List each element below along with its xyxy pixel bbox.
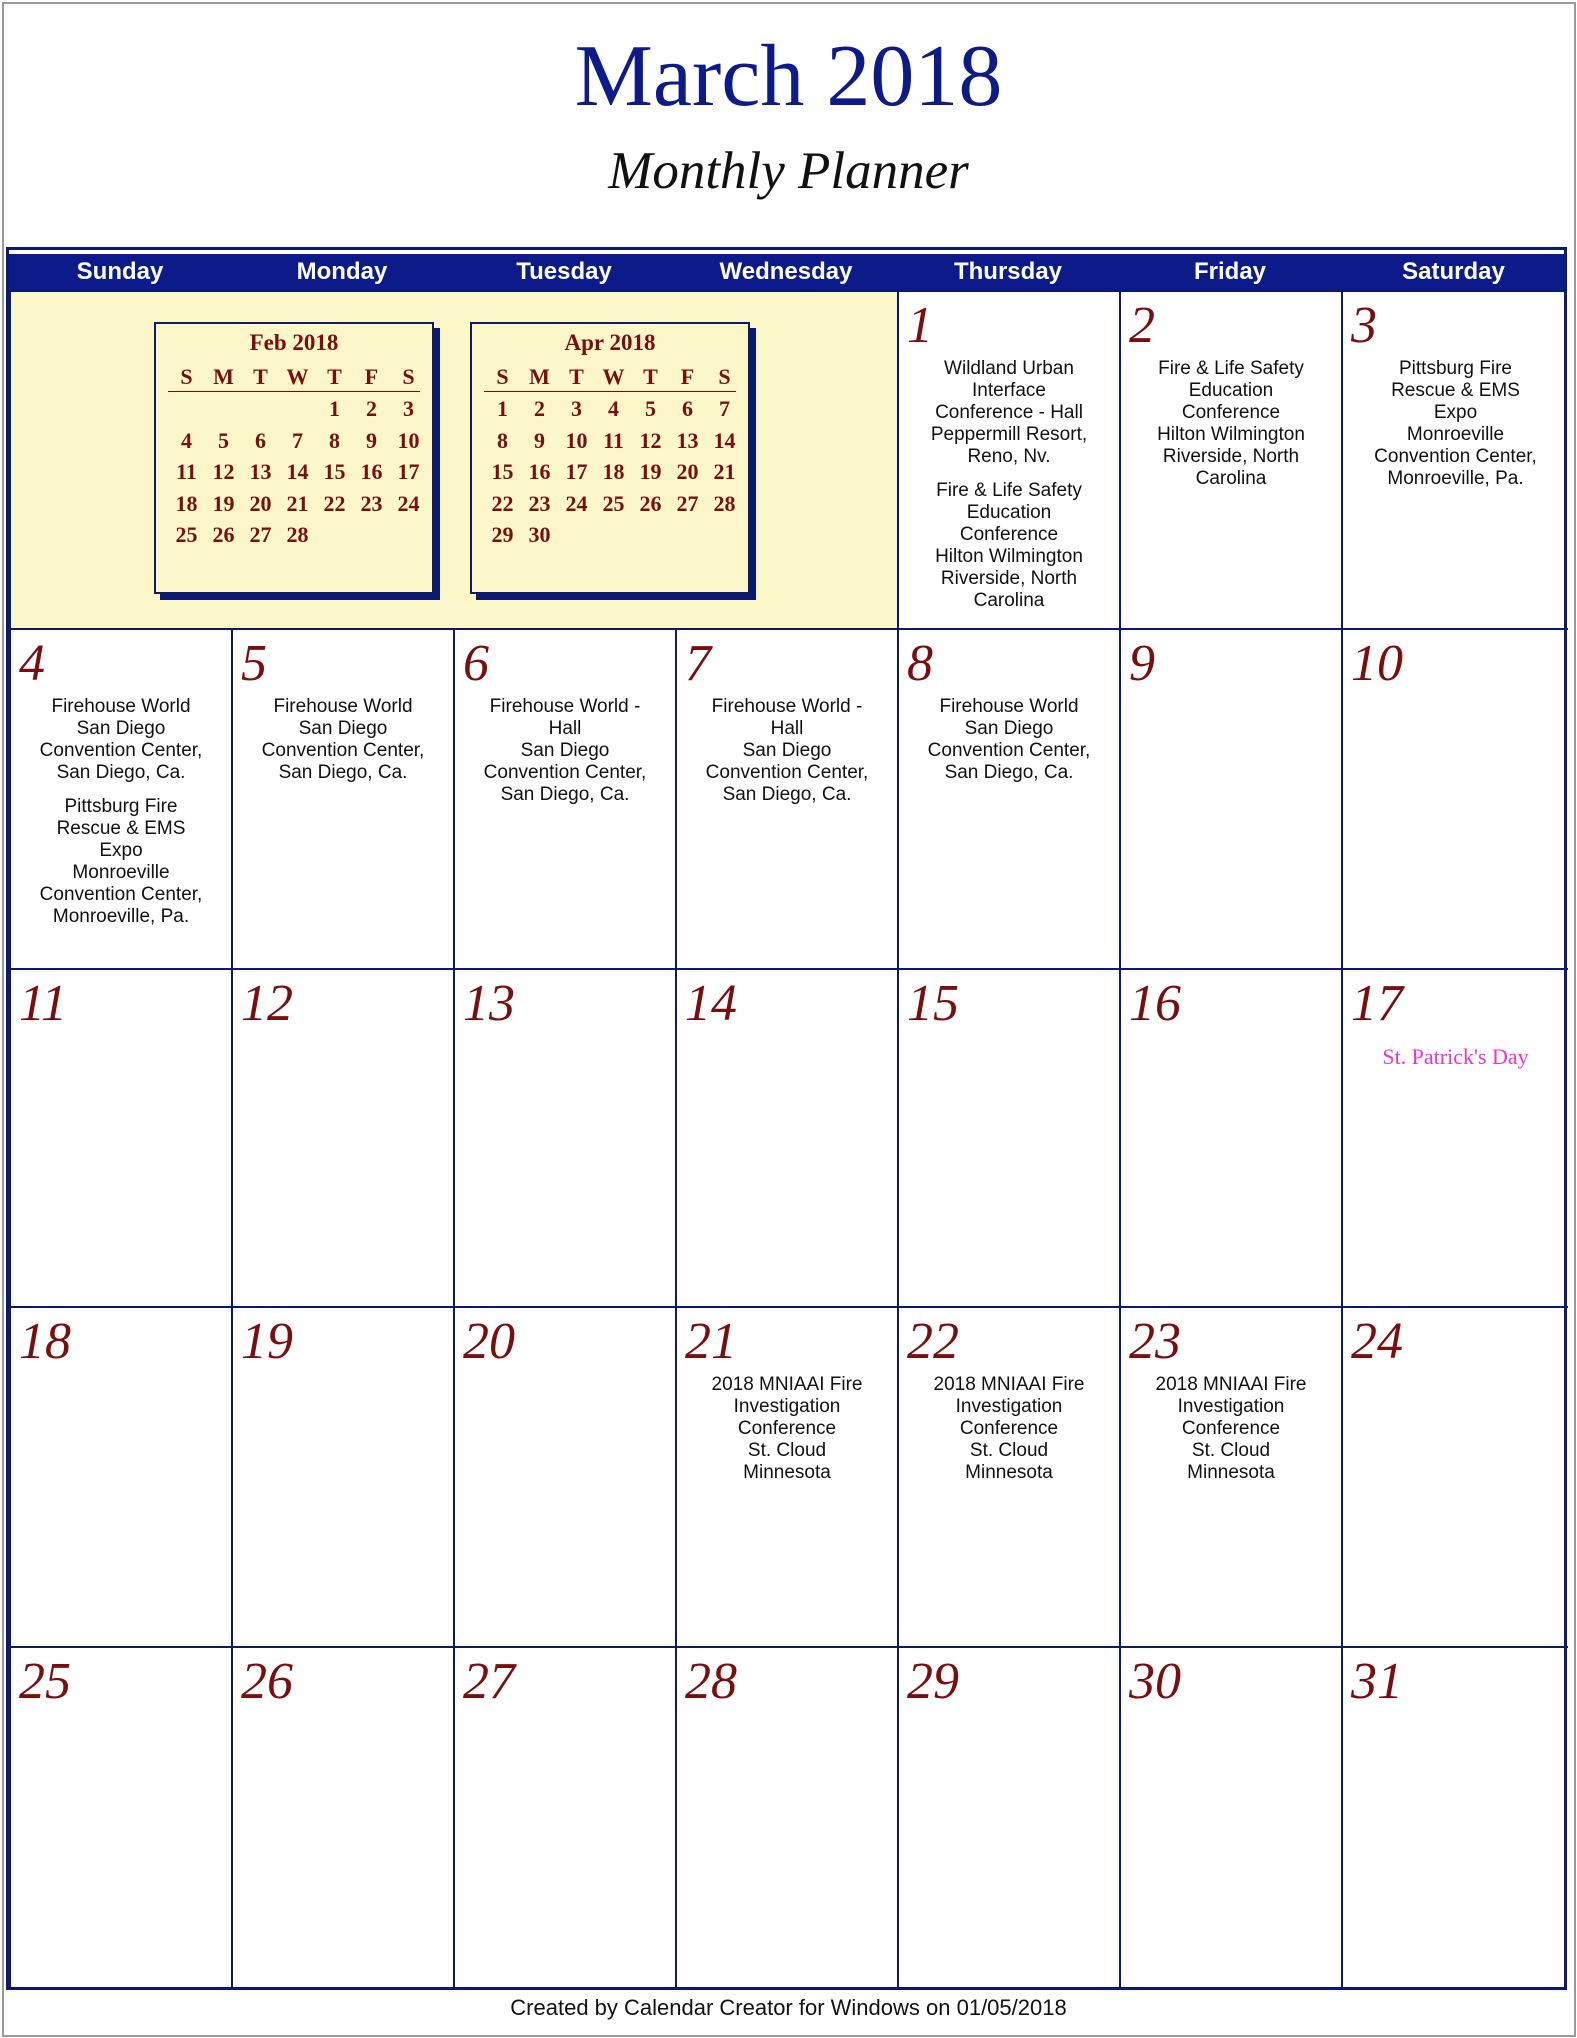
event-entry[interactable]: Firehouse World San Diego Convention Center, San Diego, Ca.: [39, 696, 203, 783]
event-list: [1125, 358, 1337, 502]
day-cell-21[interactable]: [677, 1308, 899, 1648]
day-cell-11[interactable]: [11, 970, 233, 1308]
day-cell-7[interactable]: [677, 630, 899, 970]
mini-day: 8: [329, 427, 340, 453]
mini-weekday-header: M: [529, 364, 550, 389]
day-number: 27: [463, 1653, 515, 1710]
mini-day: 19: [639, 459, 662, 484]
event-list: [1125, 1374, 1337, 1496]
day-number: 14: [685, 975, 737, 1032]
mini-weekday-header: M: [213, 364, 234, 389]
mini-day: 11: [603, 427, 624, 453]
event-entry[interactable]: Fire & Life Safety Education Conference Hilton Wilmington Riverside, North Carolina: [1157, 358, 1305, 489]
day-number: 28: [685, 1653, 737, 1710]
day-cell-20[interactable]: [455, 1308, 677, 1648]
day-number: 23: [1129, 1313, 1181, 1370]
event-entry[interactable]: Firehouse World - Hall San Diego Convention Center, San Diego, Ca.: [705, 696, 869, 805]
day-number: 10: [1351, 635, 1403, 692]
day-cell-28[interactable]: [677, 1648, 899, 1988]
mini-weekday-header: F: [680, 364, 695, 389]
mini-weekday-header: T: [643, 364, 658, 389]
calendar-grid: [9, 290, 1566, 1990]
day-number: 9: [1129, 635, 1155, 692]
event-list: [1347, 358, 1564, 502]
mini-day: 20: [676, 459, 699, 484]
event-entry[interactable]: 2018 MNIAAI Fire Investigation Conference St. Cloud Minnesota: [1155, 1374, 1307, 1483]
mini-day: 2: [366, 396, 377, 421]
day-cell-9[interactable]: [1121, 630, 1343, 970]
mini-weekday-header: S: [496, 364, 509, 389]
mini-day: 2: [534, 396, 545, 421]
day-cell-27[interactable]: [455, 1648, 677, 1988]
weekday-label-saturday: Saturday: [1402, 258, 1505, 285]
day-cell-3[interactable]: [1343, 292, 1568, 630]
mini-day: 24: [565, 490, 588, 516]
mini-weekday-header: F: [364, 364, 379, 389]
mini-day: 22: [491, 490, 514, 516]
day-number: 7: [685, 635, 711, 692]
day-cell-2[interactable]: [1121, 292, 1343, 630]
day-cell-26[interactable]: [233, 1648, 455, 1988]
mini-day: 30: [528, 522, 551, 547]
mini-day: 24: [397, 490, 420, 516]
event-entry[interactable]: Wildland Urban Interface Conference - Hall Peppermill Resort, Reno, Nv.: [930, 358, 1088, 467]
event-entry[interactable]: Pittsburg Fire Rescue & EMS Expo Monroeville Convention Center, Monroeville, Pa.: [1374, 358, 1537, 489]
day-number: 20: [463, 1313, 515, 1370]
mini-day: 7: [719, 396, 730, 421]
day-cell-22[interactable]: [899, 1308, 1121, 1648]
mini-day: 28: [286, 522, 309, 547]
mini-day: 26: [639, 490, 662, 516]
day-cell-8[interactable]: [899, 630, 1121, 970]
day-cell-29[interactable]: [899, 1648, 1121, 1988]
mini-weekday-header: T: [569, 364, 584, 389]
mini-day: 15: [491, 459, 514, 484]
day-number: 30: [1129, 1653, 1181, 1710]
event-list: [903, 358, 1115, 624]
day-number: 19: [241, 1313, 293, 1370]
event-entry[interactable]: Firehouse World San Diego Convention Center, San Diego, Ca.: [261, 696, 425, 783]
mini-day: 6: [255, 427, 266, 453]
weekday-label-wednesday: Wednesday: [719, 258, 853, 285]
event-list: [681, 696, 893, 818]
mini-day: 16: [360, 459, 383, 484]
mini-day: 18: [175, 490, 198, 516]
mini-weekday-header: S: [180, 364, 193, 389]
mini-day: 10: [397, 427, 420, 453]
day-cell-17[interactable]: [1343, 970, 1568, 1308]
event-entry[interactable]: Firehouse World - Hall San Diego Convention Center, San Diego, Ca.: [483, 696, 647, 805]
mini-day: 13: [249, 459, 272, 484]
day-cell-18[interactable]: [11, 1308, 233, 1648]
mini-weekday-header: S: [718, 364, 731, 389]
mini-day: 5: [218, 427, 229, 453]
day-number: 5: [241, 635, 267, 692]
event-entry[interactable]: 2018 MNIAAI Fire Investigation Conference St. Cloud Minnesota: [933, 1374, 1085, 1483]
event-entry[interactable]: 2018 MNIAAI Fire Investigation Conference St. Cloud Minnesota: [711, 1374, 863, 1483]
mini-day: 19: [212, 490, 235, 516]
weekday-header: [9, 254, 1566, 290]
mini-day: 18: [602, 459, 625, 484]
mini-day: 4: [608, 396, 619, 421]
mini-weekday-header: S: [402, 364, 415, 389]
mini-day: 7: [292, 427, 303, 453]
mini-calendars-area: [11, 292, 899, 630]
day-number: 8: [907, 635, 933, 692]
event-list: [15, 696, 227, 940]
mini-weekday-header: T: [327, 364, 342, 389]
mini-day: 25: [175, 522, 198, 547]
mini-day: 21: [286, 490, 309, 516]
day-number: 1: [907, 297, 933, 354]
day-number: 29: [907, 1653, 959, 1710]
mini-day: 27: [676, 490, 699, 516]
weekday-label-monday: Monday: [296, 258, 388, 285]
day-number: 26: [241, 1653, 293, 1710]
day-number: 22: [907, 1313, 959, 1370]
event-list: [237, 696, 449, 796]
mini-day: 29: [491, 522, 514, 547]
mini-weekday-header: T: [253, 364, 268, 389]
holiday-label: St. Patrick's Day: [1382, 1044, 1529, 1069]
day-cell-13[interactable]: [455, 970, 677, 1308]
mini-day: 27: [249, 522, 272, 547]
day-number: 2: [1129, 297, 1155, 354]
day-number: 15: [907, 975, 959, 1032]
mini-day: 17: [565, 459, 588, 484]
event-entry[interactable]: Pittsburg Fire Rescue & EMS Expo Monroeville Convention Center, Monroeville, Pa.: [39, 796, 203, 927]
day-cell-31[interactable]: [1343, 1648, 1568, 1988]
mini-day: 4: [181, 427, 192, 453]
weekday-label-friday: Friday: [1193, 258, 1267, 285]
day-cell-6[interactable]: [455, 630, 677, 970]
event-list: [459, 696, 671, 818]
event-list: [903, 696, 1115, 796]
mini-calendar: [470, 322, 750, 594]
mini-day: 13: [676, 427, 699, 453]
day-number: 31: [1351, 1653, 1403, 1710]
day-cell-25[interactable]: [11, 1648, 233, 1988]
mini-calendar-title: Feb 2018: [249, 330, 339, 355]
day-cell-19[interactable]: [233, 1308, 455, 1648]
mini-day: 3: [571, 396, 582, 421]
weekday-label-tuesday: Tuesday: [516, 258, 612, 285]
mini-day: 6: [682, 396, 693, 421]
day-cell-10[interactable]: [1343, 630, 1568, 970]
mini-day: 9: [534, 427, 545, 453]
day-number: 4: [19, 635, 45, 692]
event-entry[interactable]: Fire & Life Safety Education Conference Hilton Wilmington Riverside, North Carolina: [935, 480, 1083, 611]
mini-day: 12: [639, 427, 662, 453]
day-cell-4[interactable]: [11, 630, 233, 970]
day-cell-30[interactable]: [1121, 1648, 1343, 1988]
weekday-label-thursday: Thursday: [953, 258, 1063, 285]
mini-day: 28: [713, 490, 736, 516]
mini-weekday-header: W: [602, 364, 625, 389]
mini-day: 25: [602, 490, 625, 516]
day-number: 17: [1351, 975, 1403, 1032]
day-number: 21: [685, 1313, 737, 1370]
day-number: 6: [463, 635, 489, 692]
page-title: March 2018: [574, 28, 1003, 125]
day-number: 24: [1351, 1313, 1403, 1370]
event-entry[interactable]: Firehouse World San Diego Convention Center, San Diego, Ca.: [927, 696, 1091, 783]
footer-credit: Created by Calendar Creator for Windows on 01/05/2018: [510, 1995, 1067, 2020]
day-cell-23[interactable]: [1121, 1308, 1343, 1648]
day-number: 3: [1351, 297, 1377, 354]
day-number: 12: [241, 975, 293, 1032]
mini-weekday-header: W: [286, 364, 309, 389]
mini-day: 14: [286, 459, 309, 484]
mini-day: 9: [366, 427, 377, 453]
mini-day: 5: [645, 396, 656, 421]
mini-day: 20: [249, 490, 272, 516]
day-cell-24[interactable]: [1343, 1308, 1568, 1648]
day-number: 13: [463, 975, 515, 1032]
mini-day: 14: [713, 427, 736, 453]
event-list: [903, 1374, 1115, 1496]
mini-day: 11: [176, 459, 197, 484]
mini-day: 16: [528, 459, 551, 484]
day-cell-14[interactable]: [677, 970, 899, 1308]
mini-day: 26: [212, 522, 235, 547]
day-cell-12[interactable]: [233, 970, 455, 1308]
day-number: 25: [19, 1653, 71, 1710]
mini-calendar: [154, 322, 434, 594]
calendar: [9, 254, 1566, 1992]
mini-day: 15: [323, 459, 346, 484]
mini-day: 17: [397, 459, 420, 484]
mini-day: 22: [323, 490, 346, 516]
mini-day: 10: [565, 427, 588, 453]
mini-calendar-title: Apr 2018: [564, 330, 656, 355]
mini-day: 1: [497, 396, 508, 421]
day-number: 11: [19, 975, 68, 1032]
day-number: 18: [19, 1313, 71, 1370]
mini-day: 8: [497, 427, 508, 453]
day-cell-1[interactable]: [899, 292, 1121, 630]
day-cell-16[interactable]: [1121, 970, 1343, 1308]
mini-day: 12: [212, 459, 235, 484]
mini-day: 23: [360, 490, 383, 516]
day-cell-15[interactable]: [899, 970, 1121, 1308]
day-number: 16: [1129, 975, 1181, 1032]
weekday-label-sunday: Sunday: [76, 258, 164, 285]
mini-day: 23: [528, 490, 551, 516]
page-subtitle: Monthly Planner: [608, 142, 969, 200]
day-cell-5[interactable]: [233, 630, 455, 970]
mini-day: 3: [403, 396, 414, 421]
event-list: [681, 1374, 893, 1496]
mini-day: 1: [329, 396, 340, 421]
mini-day: 21: [713, 459, 736, 484]
